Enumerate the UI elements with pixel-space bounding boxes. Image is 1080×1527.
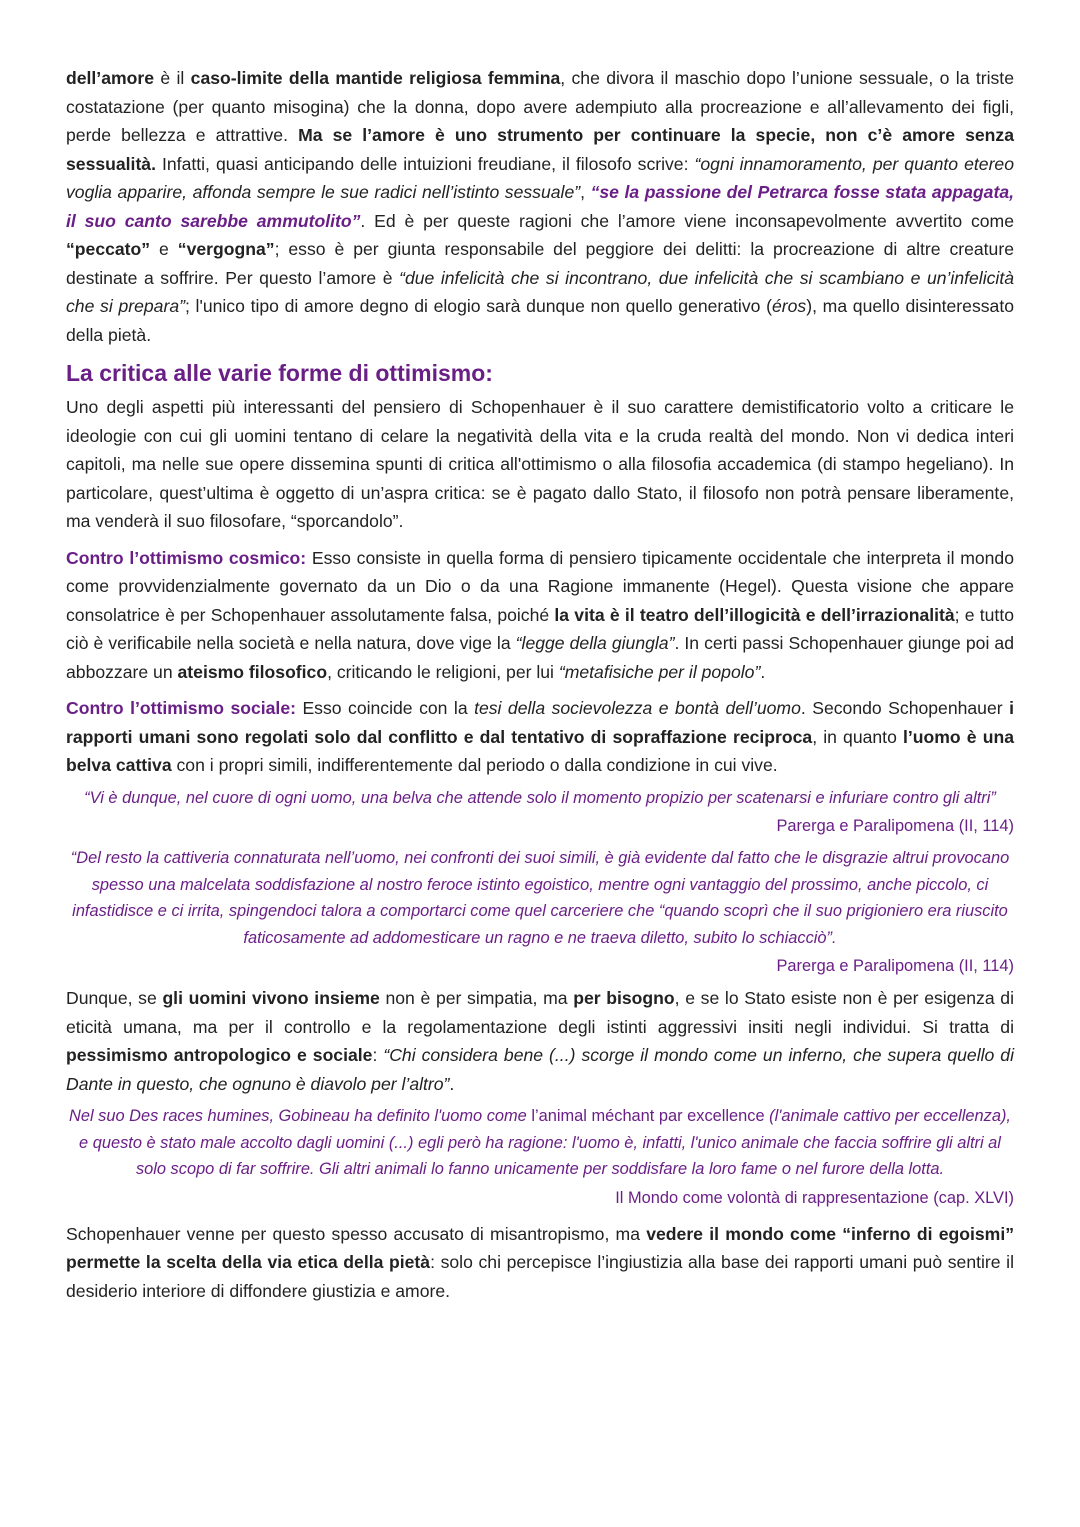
body-text: Infatti, quasi anticipando delle intuizioni freudiane, il filosofo scrive: [155, 153, 695, 174]
body-text: : [372, 1045, 384, 1065]
bold-text: Ma se l’amore è uno strumento per continuare la specie, non c’è amore senza sessualità. [66, 125, 1014, 174]
body-text: ), ma quello disinteressato della pietà. [66, 296, 1014, 345]
bold-text: “vergogna” [177, 239, 275, 259]
italic-quote: “legge della giungla” [515, 633, 675, 653]
paragraph-label: Contro l’ottimismo sociale: [66, 698, 296, 718]
bold-text: pessimismo antropologico e sociale [66, 1045, 373, 1065]
italic-quote: “metafisiche per il popolo” [558, 661, 761, 682]
body-text: Schopenhauer venne per questo spesso accusato di misantropismo, ma [66, 1223, 647, 1244]
bold-text: dell’amore [66, 68, 155, 88]
section-heading: La critica alle varie forme di ottimismo: [66, 360, 493, 386]
paragraph-social-optimism [66, 694, 1014, 780]
bold-text: la vita è il teatro dell’illogicità e dell’irrazionalità [554, 604, 955, 625]
body-text: ; l'unico tipo di amore degno di elogio sarà dunque non quello generativo ( [184, 296, 772, 316]
body-text: . In certi passi Schopenhauer giunge poi ad abbozzare un [66, 633, 1014, 682]
body-text: Esso coincide con la [295, 698, 475, 718]
quote-term: l’animal méchant par excellence [531, 1107, 765, 1125]
block-quote: “Vi è dunque, nel cuore di ogni uomo, una belva che attende solo il momento propizio per scatenarsi e infuriare contro gli altri” [84, 788, 996, 807]
body-text: con i propri simili, indifferentemente dal periodo o dalla condizione in cui vive. [171, 755, 778, 775]
body-text: , che divora il maschio dopo l’unione sessuale, o la triste costatazione (per quanto misogina) che la donna, dopo avere adempiuto alla procreazione e all’allevamento dei figli, perde bellezza e attrattive. [66, 68, 1014, 145]
bold-text: caso-limite della mantide religiosa femmina [190, 68, 561, 88]
body-text: Dunque, se [66, 988, 163, 1008]
paragraph-cosmic-optimism [66, 544, 1014, 687]
quote-source: Parerga e Paralipomena (II, 114) [776, 817, 1014, 835]
document-page [66, 64, 1014, 1305]
bold-text: i rapporti umani sono regolati solo dal conflitto e dal tentativo di sopraffazione reciproca [66, 698, 1014, 747]
highlighted-quote: “se la passione del Petrarca fosse stata appagata, il suo canto sarebbe ammutolito” [66, 182, 1014, 231]
block-quote [66, 1103, 1014, 1183]
paragraph-label: Contro l’ottimismo cosmico: [66, 547, 307, 568]
body-text: . [760, 661, 766, 682]
italic-quote: “due infelicità che si incontrano, due infelicità che si scambiano e un’infelicità che si prepara” [66, 267, 1014, 316]
body-text: ; e tutto ciò è verificabile nella società e nella natura, dove vige la [66, 604, 1014, 653]
body-text: non è per simpatia, ma [379, 988, 574, 1008]
paragraph-pessimism [66, 984, 1014, 1098]
quote-text: (l'animale cattivo per eccellenza), e questo è stato male accolto dagli uomini (...) egli però ha ragione: l'uomo è, infatti, l'unico animale che faccia soffrire gli altri al solo scopo di far soffrire. Gli altri animali lo fanno unicamente per soddisfare la loro fame o nel furore della lotta. [79, 1107, 1011, 1178]
bold-text: “peccato” [66, 239, 151, 259]
paragraph-love [66, 64, 1014, 349]
body-text: , e se lo Stato esiste non è per esigenza di eticità umana, ma per il controllo e la regolamentazione degli istinti aggressivi insiti negli individui. Si tratta di [66, 988, 1014, 1037]
paragraph-conclusion [66, 1220, 1014, 1306]
body-text: . Secondo Schopenhauer [800, 698, 1010, 718]
bold-text: l’uomo è una belva cattiva [66, 726, 1014, 775]
bold-text: vedere il mondo come “inferno di egoismi” permette la scelta della via etica della pietà [66, 1223, 1015, 1272]
body-text: : solo chi percepisce l’ingiustizia alla base dei rapporti umani può sentire il desiderio interiore di diffondere giustizia e amore. [66, 1252, 1014, 1301]
italic-term: éros [771, 296, 807, 316]
italic-quote: “Chi considera bene (...) scorge il mondo come un inferno, che supera quello di Dante in questo, che ognuno è diavolo per l’altro” [66, 1045, 1015, 1094]
block-quote: “Del resto la cattiveria connaturata nell’uomo, nei confronti dei suoi simili, è già evidente dal fatto che le disgrazie altrui provocano spesso una malcelata soddisfazione al nostro feroce istinto egoistico, mentre ogni vantaggio del prossimo, anche piccolo, ci infastidisce e ci irrita, spingendoci talora a comportarci come quel carceriere che “quando scoprì che il suo prigioniero era riuscito faticosamente ad addomesticare un ragno e ne traeva diletto, subito lo schiacciò”. [70, 849, 1010, 947]
body-text: Esso consiste in quella forma di pensiero tipicamente occidentale che interpreta il mondo come provvidenzialmente governato da un Dio o da una Ragione immanente (Hegel). Questa visione che appare consolatrice è per Schopenhauer assolutamente falsa, poiché [66, 547, 1014, 625]
bold-text: per bisogno [573, 988, 675, 1008]
quote-source: Parerga e Paralipomena (II, 114) [776, 957, 1014, 975]
quote-text: Nel suo Des races humines, Gobineau [69, 1107, 355, 1125]
body-text: , in quanto [812, 726, 903, 747]
italic-quote: “ogni innamoramento, per quanto etereo voglia apparire, affonda sempre le sue radici nell’istinto sessuale” [66, 153, 1015, 202]
body-text: è il [154, 68, 191, 88]
quote-text: ha definito l'uomo come [354, 1107, 532, 1125]
body-text: , [580, 182, 591, 202]
body-text: , criticando le religioni, per lui [327, 661, 559, 682]
quote-source: Il Mondo come volontà di rappresentazione (cap. XLVI) [615, 1188, 1014, 1207]
italic-term: tesi della socievolezza e bontà dell’uomo [474, 698, 801, 718]
body-text: e [150, 239, 178, 259]
bold-text: gli uomini vivono insieme [162, 988, 380, 1008]
body-text: . [449, 1073, 455, 1094]
body-text: ; esso è per giunta responsabile del peggiore dei delitti: la procreazione di altre creature destinate a soffrire. Per questo l’amore è [66, 239, 1014, 288]
body-text: . Ed è per queste ragioni che l’amore viene inconsapevolmente avvertito come [360, 210, 1014, 231]
paragraph-intro: Uno degli aspetti più interessanti del pensiero di Schopenhauer è il suo carattere demistificatorio volto a criticare le ideologie con cui gli uomini tentano di celare la negatività della vita e la cruda realtà del mondo. Non vi dedica interi capitoli, ma nelle sue opere dissemina spunti di critica all'ottimismo o alla filosofia accademica (di stampo hegeliano). In particolare, quest’ultima è oggetto di un’aspra critica: se è pagato dallo Stato, il filosofo non potrà pensare liberamente, ma venderà il suo filosofare, “sporcandolo”. [66, 397, 1014, 531]
bold-text: ateismo filosofico [177, 661, 328, 682]
